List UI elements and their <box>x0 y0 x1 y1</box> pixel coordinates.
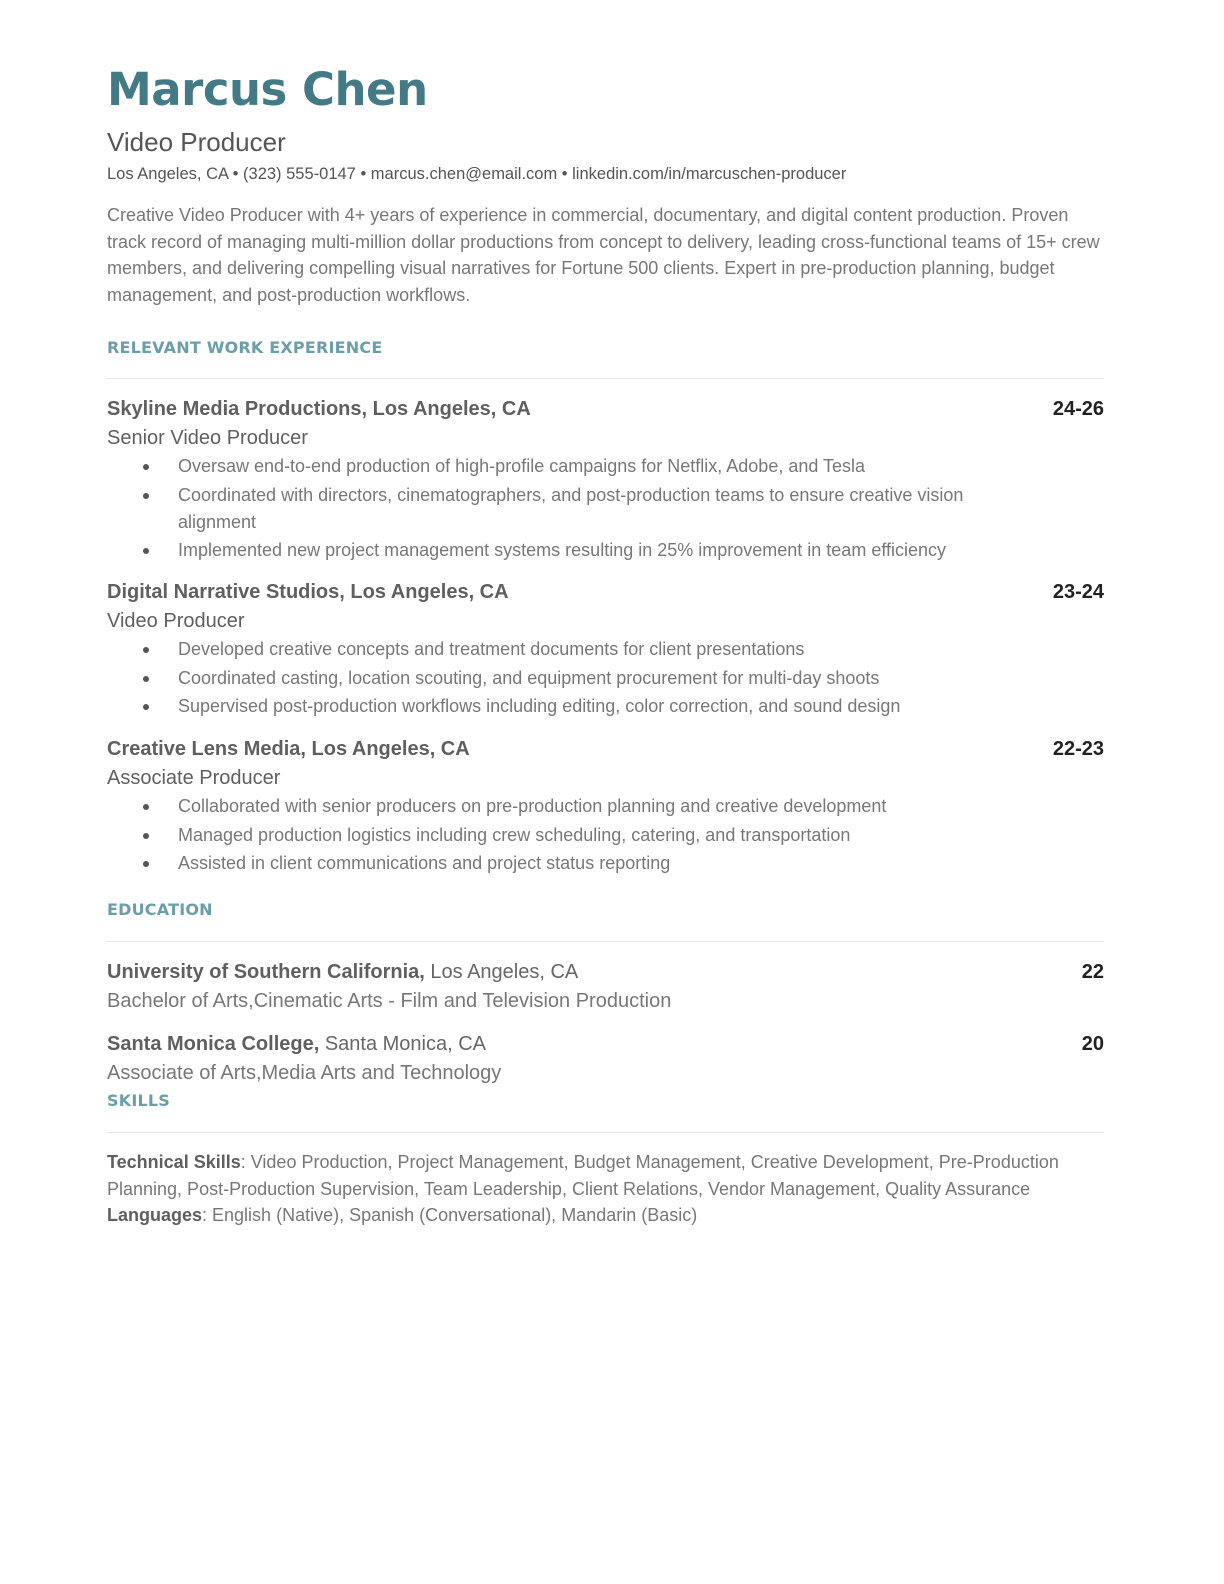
contact-line: Los Angeles, CA • (323) 555-0147 • marcus.chen@email.com • linkedin.com/in/marcuschen-producer <box>107 165 847 183</box>
education-entry <box>107 958 1104 1016</box>
job-role: Associate Producer <box>107 767 281 789</box>
job-dates: 23-24 <box>1052 581 1104 603</box>
job-dates: 24-26 <box>1052 398 1104 420</box>
bullet-dot-icon <box>143 647 149 653</box>
languages-list: : English (Native), Spanish (Conversational), Mandarin (Basic) <box>202 1205 698 1226</box>
bullet-item: Implemented new project management systems resulting in 25% improvement in team efficiency <box>107 537 1038 564</box>
bullet-item: Oversaw end-to-end production of high-profile campaigns for Netflix, Adobe, and Tesla <box>107 453 1038 480</box>
experience-divider <box>107 378 1104 379</box>
bullet-item: Managed production logistics including crew scheduling, catering, and transportation <box>107 822 1038 849</box>
technical-skills <box>107 1149 1107 1202</box>
skills-divider <box>107 1132 1104 1133</box>
skills-heading: SKILLS <box>107 1091 170 1110</box>
bullet-item: Coordinated casting, location scouting, and equipment procurement for multi-day shoots <box>107 665 1038 692</box>
degree: Associate of Arts,Media Arts and Technology <box>107 1062 502 1084</box>
bullet-dot-icon <box>143 548 149 554</box>
job-organization: Skyline Media Productions, Los Angeles, CA <box>107 398 531 420</box>
bullet-item: Supervised post-production workflows including editing, color correction, and sound design <box>107 693 1038 720</box>
graduation-year: 20 <box>1081 1033 1104 1055</box>
bullet-dot-icon <box>143 861 149 867</box>
job-organization: Creative Lens Media, Los Angeles, CA <box>107 738 470 760</box>
experience-heading: RELEVANT WORK EXPERIENCE <box>107 338 383 357</box>
skills-block <box>107 1149 1107 1229</box>
education-heading: EDUCATION <box>107 900 213 919</box>
candidate-name: Marcus Chen <box>107 63 428 116</box>
bullet-dot-icon <box>143 464 149 470</box>
education-entry <box>107 1030 1104 1088</box>
bullet-dot-icon <box>143 676 149 682</box>
technical-skills-label: Technical Skills <box>107 1152 241 1172</box>
bullet-dot-icon <box>143 493 149 499</box>
job-role: Senior Video Producer <box>107 427 308 449</box>
languages-label: Languages <box>107 1205 203 1226</box>
bullet-dot-icon <box>143 804 149 810</box>
bullet-item: Coordinated with directors, cinematographers, and post-production teams to ensure creative vision alignment <box>107 482 1038 536</box>
job-role: Video Producer <box>107 610 245 632</box>
bullet-dot-icon <box>143 833 149 839</box>
job-entry <box>107 395 1104 566</box>
job-organization: Digital Narrative Studios, Los Angeles, CA <box>107 581 509 603</box>
job-title: Video Producer <box>107 127 286 157</box>
school-location: Santa Monica, CA <box>319 1033 487 1055</box>
job-bullets <box>107 793 1104 877</box>
job-dates: 22-23 <box>1052 738 1104 760</box>
job-entry <box>107 735 1104 879</box>
bullet-dot-icon <box>143 704 149 710</box>
school-name: University of Southern California, <box>107 961 425 983</box>
bullet-item: Assisted in client communications and project status reporting <box>107 850 1038 877</box>
professional-summary: Creative Video Producer with 4+ years of experience in commercial, documentary, and digital content production. Proven track record of managing multi-million dollar productions from concept to delivery, leading cross-functional teams of 15+ crew members, and delivering compelling visual narratives for Fortune 500 clients. Expert in pre-production planning, budget management, and post-production workflows. <box>107 205 1100 306</box>
technical-skills-list: : Video Production, Project Management, Budget Management, Creative Development, Pre-Production Planning, Post-Production Supervision, Team Leadership, Client Relations, Vendor Management, Quality Assurance <box>107 1152 1059 1199</box>
bullet-item: Collaborated with senior producers on pre-production planning and creative development <box>107 793 1038 820</box>
job-entry <box>107 578 1104 722</box>
job-bullets <box>107 453 1104 564</box>
job-bullets <box>107 636 1104 720</box>
school-name: Santa Monica College, <box>107 1033 320 1055</box>
languages <box>107 1202 1107 1229</box>
bullet-item: Developed creative concepts and treatment documents for client presentations <box>107 636 1038 663</box>
education-divider <box>107 941 1104 942</box>
graduation-year: 22 <box>1081 961 1104 983</box>
school-location: Los Angeles, CA <box>424 961 579 983</box>
degree: Bachelor of Arts,Cinematic Arts - Film and Television Production <box>107 990 672 1012</box>
